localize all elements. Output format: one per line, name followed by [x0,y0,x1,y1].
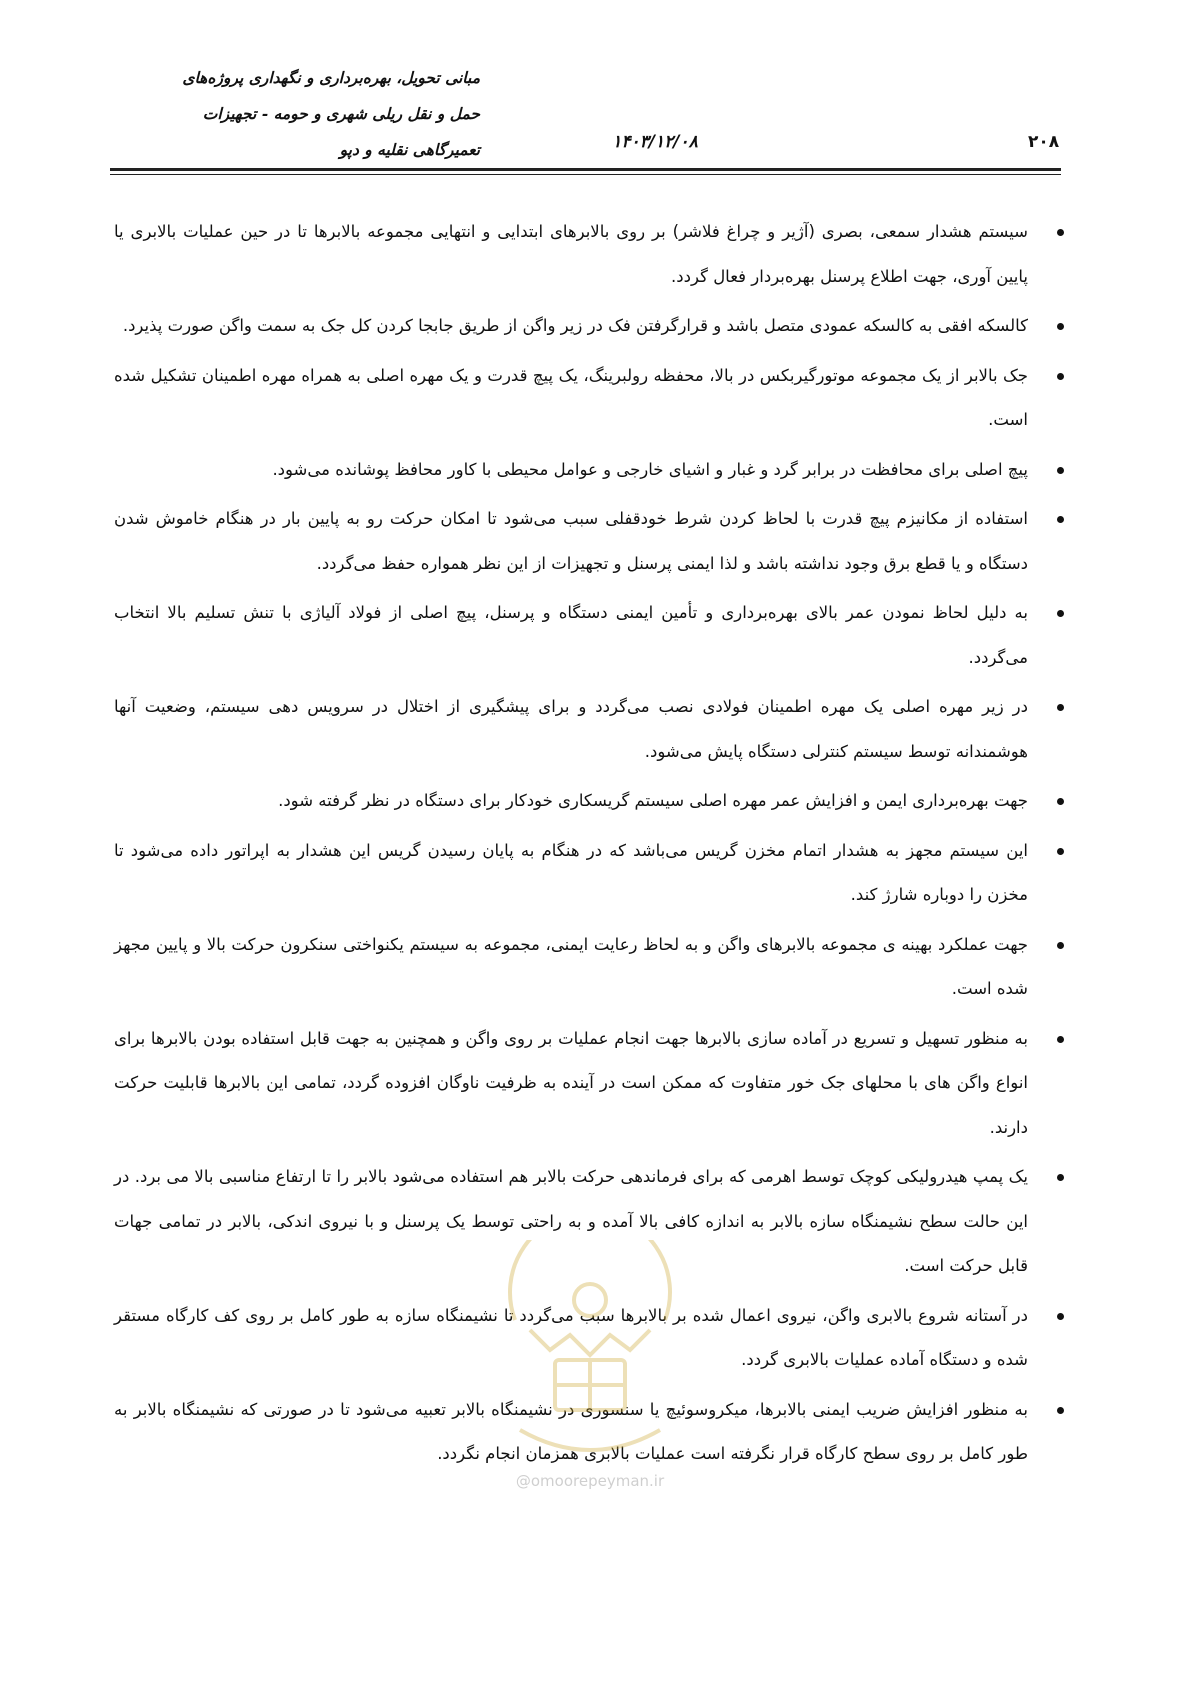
header-rule-thin [110,174,1061,175]
header-title-line: مبانی تحویل، بهره‌برداری و نگهداری پروژه‌های [182,68,480,87]
list-item [114,304,1064,349]
list-item [114,354,1064,443]
bullet-icon [1057,1313,1064,1320]
page-number: ۲۰۸ [1028,132,1060,152]
list-item [114,1155,1064,1289]
bullet-list [114,210,1064,1477]
bullet-icon [1057,1407,1064,1414]
list-item-text: این سیستم مجهز به هشدار اتمام مخزن گریس می‌باشد که در هنگام به پایان رسیدن گریس این هشدار به اپراتور داده می‌شود تا مخزن را دوباره شارژ کند. [114,840,1028,904]
list-item [114,210,1064,299]
bullet-icon [1057,323,1064,330]
list-item-text: جک بالابر از یک مجموعه موتورگیربکس در بالا، محفظه رولبرینگ، یک پیچ قدرت و یک مهره اصلی به همراه مهره اطمینان تشکیل شده است. [114,365,1028,429]
list-item [114,685,1064,774]
list-item-text: به دلیل لحاظ نمودن عمر بالای بهره‌برداری و تأمین ایمنی دستگاه و پرسنل، پیچ اصلی از فولاد آلیاژی با تنش تسلیم بالا انتخاب می‌گردد. [114,603,1028,667]
list-item [114,1388,1064,1477]
list-item-text: در زیر مهره اصلی یک مهره اطمینان فولادی نصب می‌گردد و برای پیشگیری از اختلال در سرویس دهی سیستم، وضعیت آنها هوشمندانه توسط سیستم کنترلی دستگاه پایش می‌شود. [114,697,1028,761]
watermark-url: @omoorepeyman.ir [515,1472,665,1490]
list-item-text: پیچ اصلی برای محافظت در برابر گرد و غبار و اشیای خارجی و عوامل محیطی با کاور محافظ پوشانده می‌شود. [272,459,1028,479]
list-item [114,1017,1064,1151]
bullet-icon [1057,229,1064,236]
bullet-icon [1057,1036,1064,1043]
page-content [114,210,1064,1482]
bullet-icon [1057,942,1064,949]
list-item-text: جهت عملکرد بهینه ی مجموعه بالابرهای واگن و به لحاظ رعایت ایمنی، مجموعه به سیستم یکنواختی سنکرون حرکت بالا و پایین مجهز شده است. [114,934,1028,998]
page-header [0,0,1191,180]
list-item-text: جهت بهره‌برداری ایمن و افزایش عمر مهره اصلی سیستم گریسکاری خودکار برای دستگاه در نظر گرفته شود. [278,791,1028,810]
list-item-text: به منظور افزایش ضریب ایمنی بالابرها، میکروسوئیچ یا سنسوری در نشیمنگاه بالابر تعبیه می‌شود تا در صورتی که نشیمنگاه بالابر به طور کامل بر روی سطح کارگاه قرار نگرفته است عملیات بالابری همزمان انجام نگردد. [114,1399,1028,1463]
header-title [120,60,480,168]
header-title-line: تعمیرگاهی نقلیه و دپو [339,140,480,159]
list-item [114,497,1064,586]
bullet-icon [1057,610,1064,617]
list-item [114,1294,1064,1383]
bullet-icon [1057,848,1064,855]
bullet-icon [1057,798,1064,805]
header-rule-thick [110,168,1061,171]
list-item [114,923,1064,1012]
bullet-icon [1057,373,1064,380]
list-item [114,591,1064,680]
bullet-icon [1057,516,1064,523]
list-item-text: یک پمپ هیدرولیکی کوچک توسط اهرمی که برای فرماندهی حرکت بالابر هم استفاده می‌شود بالابر را تا ارتفاع مناسبی بالا می برد. در این حالت سطح نشیمنگاه سازه بالابر به اندازه کافی بالا آمده و به راحتی توسط یک پرسنل و با نیروی اندکی، بالابر در تمامی جهات قابل حرکت است. [114,1167,1028,1275]
bullet-icon [1057,704,1064,711]
list-item-text: استفاده از مکانیزم پیچ قدرت با لحاظ کردن شرط خودقفلی سبب می‌شود تا امکان حرکت رو به پایین بار در هنگام خاموش شدن دستگاه و یا قطع برق وجود نداشته باشد و لذا ایمنی پرسنل و تجهیزات از این نظر همواره حفظ می‌گردد. [114,509,1028,573]
header-title-line: حمل و نقل ریلی شهری و حومه - تجهیزات [202,104,480,123]
list-item-text: به منظور تسهیل و تسریع در آماده سازی بالابرها جهت انجام عملیات بر روی واگن و همچنین به جهت قابل استفاده بودن بالابرها برای انواع واگن های با محلهای جک خور متفاوت که ممکن است در آینده به ظرفیت ناوگان افزوده گردد، تمامی این بالابرها قابلیت حرکت دارند. [114,1028,1028,1137]
list-item [114,829,1064,918]
bullet-icon [1057,467,1064,474]
list-item [114,779,1064,824]
bullet-icon [1057,1174,1064,1181]
list-item [114,448,1064,493]
list-item-text: کالسکه افقی به کالسکه عمودی متصل باشد و قرارگرفتن فک در زیر واگن از طریق جابجا کردن کل جک به سمت واگن صورت پذیرد. [122,316,1028,335]
list-item-text: در آستانه شروع بالابری واگن، نیروی اعمال شده بر بالابرها سبب می‌گردد تا نشیمنگاه سازه به طور کامل بر روی کف کارگاه مستقر شده و دستگاه آماده عملیات بالابری گردد. [114,1305,1028,1369]
list-item-text: سیستم هشدار سمعی، بصری (آژیر و چراغ فلاشر) بر روی بالابرهای ابتدایی و انتهایی مجموعه بالابرها تا در حین عملیات بالابری یا پایین آوری، جهت اطلاع پرسنل بهره‌بردار فعال گردد. [114,222,1028,286]
header-date: ۱۴۰۳/۱۲/۰۸ [612,132,698,152]
